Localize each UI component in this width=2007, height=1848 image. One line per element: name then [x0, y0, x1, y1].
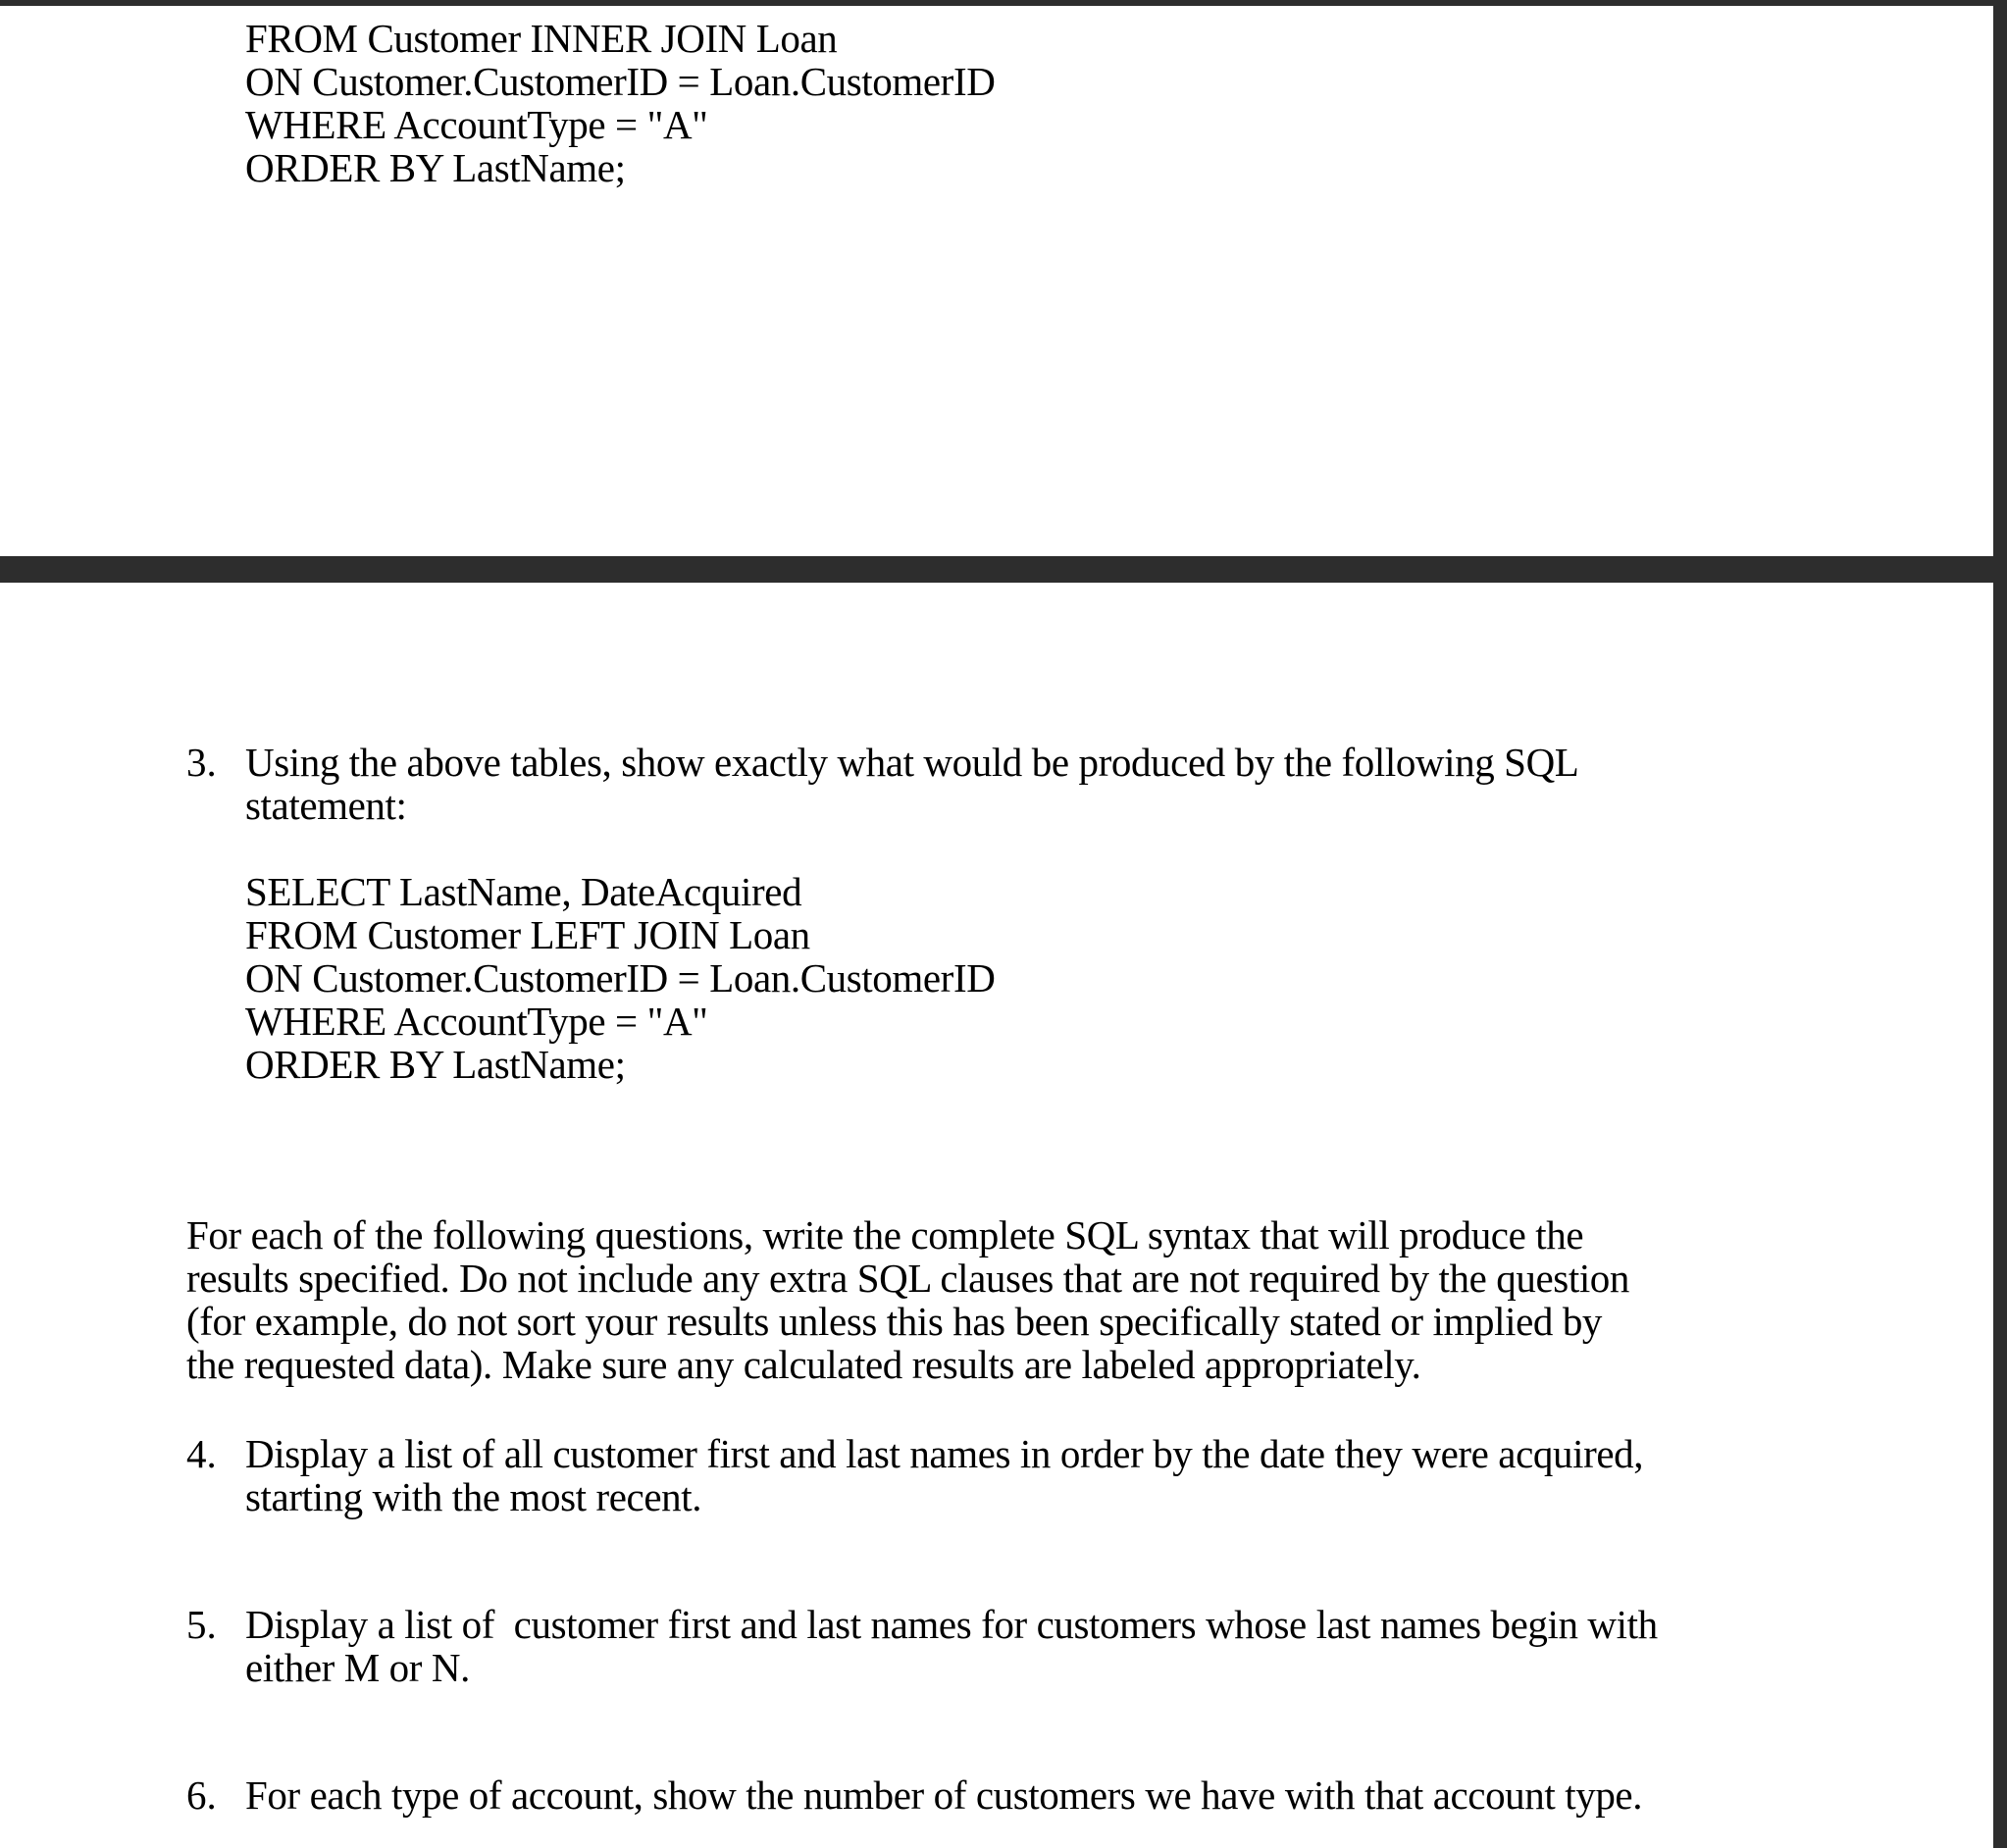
document-page-bottom [0, 583, 1993, 1848]
instructions-text: For each of the following questions, write the complete SQL syntax that will produce the [186, 1212, 1584, 1258]
sql-line: ORDER BY LastName; [245, 1042, 626, 1087]
document-page-top [0, 6, 1993, 556]
sql-line: SELECT LastName, DateAcquired [245, 869, 802, 914]
question-text: Display a list of all customer first and last names in order by the date they were acquired, [245, 1431, 1644, 1476]
sql-line: WHERE AccountType = "A" [245, 102, 708, 147]
question-number: 3. [186, 740, 217, 785]
question-text: starting with the most recent. [245, 1474, 702, 1519]
question-text: either M or N. [245, 1645, 470, 1690]
sql-line: FROM Customer INNER JOIN Loan [245, 16, 838, 61]
question-text: statement: [245, 783, 407, 828]
question-number: 6. [186, 1772, 217, 1818]
instructions-text: results specified. Do not include any extra SQL clauses that are not required by the question [186, 1256, 1630, 1301]
sql-line: ORDER BY LastName; [245, 145, 626, 190]
sql-line: FROM Customer LEFT JOIN Loan [245, 912, 810, 957]
sql-line: WHERE AccountType = "A" [245, 999, 708, 1044]
instructions-text: the requested data). Make sure any calculated results are labeled appropriately. [186, 1342, 1421, 1387]
question-text: Using the above tables, show exactly what would be produced by the following SQL [245, 740, 1579, 785]
question-number: 5. [186, 1602, 217, 1647]
question-text: For each type of account, show the number of customers we have with that account type. [245, 1772, 1643, 1818]
question-number: 4. [186, 1431, 217, 1476]
sql-line: ON Customer.CustomerID = Loan.CustomerID [245, 59, 996, 104]
sql-line: ON Customer.CustomerID = Loan.CustomerID [245, 955, 996, 1001]
question-text: Display a list of customer first and last names for customers whose last names begin with [245, 1602, 1658, 1647]
instructions-text: (for example, do not sort your results unless this has been specifically stated or implied by [186, 1299, 1603, 1344]
